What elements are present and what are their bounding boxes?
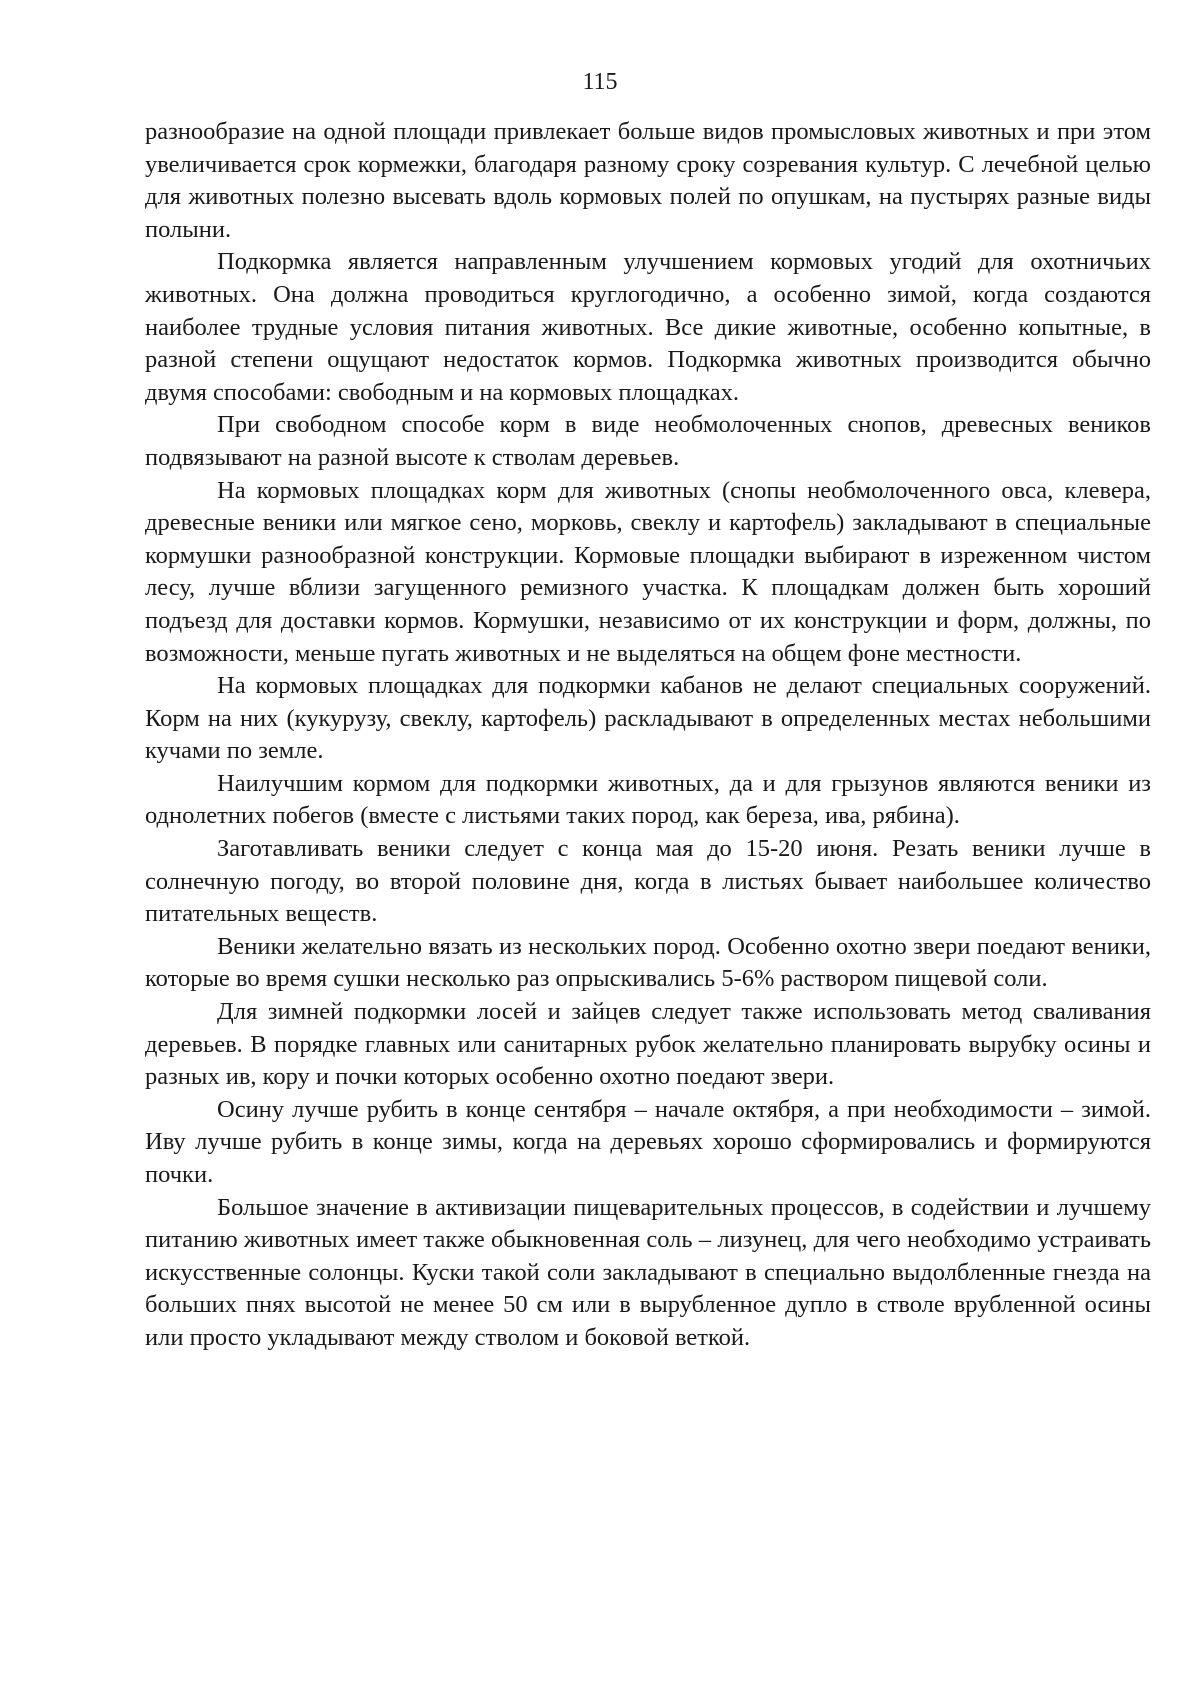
page-number: 115 bbox=[582, 69, 618, 95]
paragraph: Наилучшим кормом для подкормки животных, да и для грызунов являются веники из однолетних побегов (вместе с листьями таких пород, как береза, ива, рябина). bbox=[145, 769, 1151, 830]
paragraph: Заготавливать веники следует с конца мая до 15-20 июня. Резать веники лучше в солнечную погоду, во второй половине дня, когда в листьях бывает наибольшее количество питательных веществ. bbox=[145, 835, 1151, 928]
paragraph: Подкормка является направленным улучшением кормовых угодий для охотничьих животных. Она должна проводиться круглогодично, а особенно зимой, когда создаются наиболее трудные условия питания животных. Все дикие животные, особенно копытные, в разной степени ощущают недостаток кормов. Подкормка животных производится обычно двумя способами: свободным и на кормовых площадках. bbox=[145, 248, 1151, 406]
body-text bbox=[145, 116, 1151, 1355]
paragraph: разнообразие на одной площади привлекает больше видов промысловых животных и при этом увеличивается срок кормежки, благодаря разному сроку созревания культур. С лечебной целью для животных полезно высевать вдоль кормовых полей по опушкам, на пустырях разные виды полыни. bbox=[145, 118, 1151, 243]
paragraph: Веники желательно вязать из нескольких пород. Особенно охотно звери поедают веники, которые во время сушки несколько раз опрыскивались 5-6% раствором пищевой соли. bbox=[145, 932, 1151, 993]
paragraph: На кормовых площадках корм для животных (снопы необмолоченного овса, клевера, древесные веники или мягкое сено, морковь, свеклу и картофель) закладывают в специальные кормушки разнообразной конструкции. Кормовые площадки выбирают в изреженном чистом лесу, лучше вблизи загущенного ремизного участка. К площадкам должен быть хороший подъезд для доставки кормов. Кормушки, независимо от их конструкции и форм, должны, по возможности, меньше пугать животных и не выделяться на общем фоне местности. bbox=[145, 476, 1151, 667]
paragraph: При свободном способе корм в виде необмолоченных снопов, древесных веников подвязывают на разной высоте к стволам деревьев. bbox=[145, 411, 1151, 471]
paragraph: Осину лучше рубить в конце сентября – начале октября, а при необходимости – зимой. Иву лучше рубить в конце зимы, когда на деревьях хорошо сформировались и формируются почки. bbox=[145, 1095, 1151, 1188]
paragraph: Для зимней подкормки лосей и зайцев следует также использовать метод сваливания деревьев. В порядке главных или санитарных рубок желательно планировать вырубку осины и разных ив, кору и почки которых особенно охотно поедают звери. bbox=[145, 998, 1151, 1091]
paragraph: Большое значение в активизации пищеварительных процессов, в содействии и лучшему питанию животных имеет также обыкновенная соль – лизунец, для чего необходимо устраивать искусственные солонцы. Куски такой соли закладывают в специально выдолбленные гнезда на больших пнях высотой не менее 50 см или в вырубленное дупло в стволе врубленной осины или просто укладывают между стволом и боковой веткой. bbox=[145, 1193, 1151, 1351]
paragraph: На кормовых площадках для подкормки кабанов не делают специальных сооружений. Корм на них (кукурузу, свеклу, картофель) раскладывают в определенных местах небольшими кучами по земле. bbox=[145, 672, 1151, 765]
